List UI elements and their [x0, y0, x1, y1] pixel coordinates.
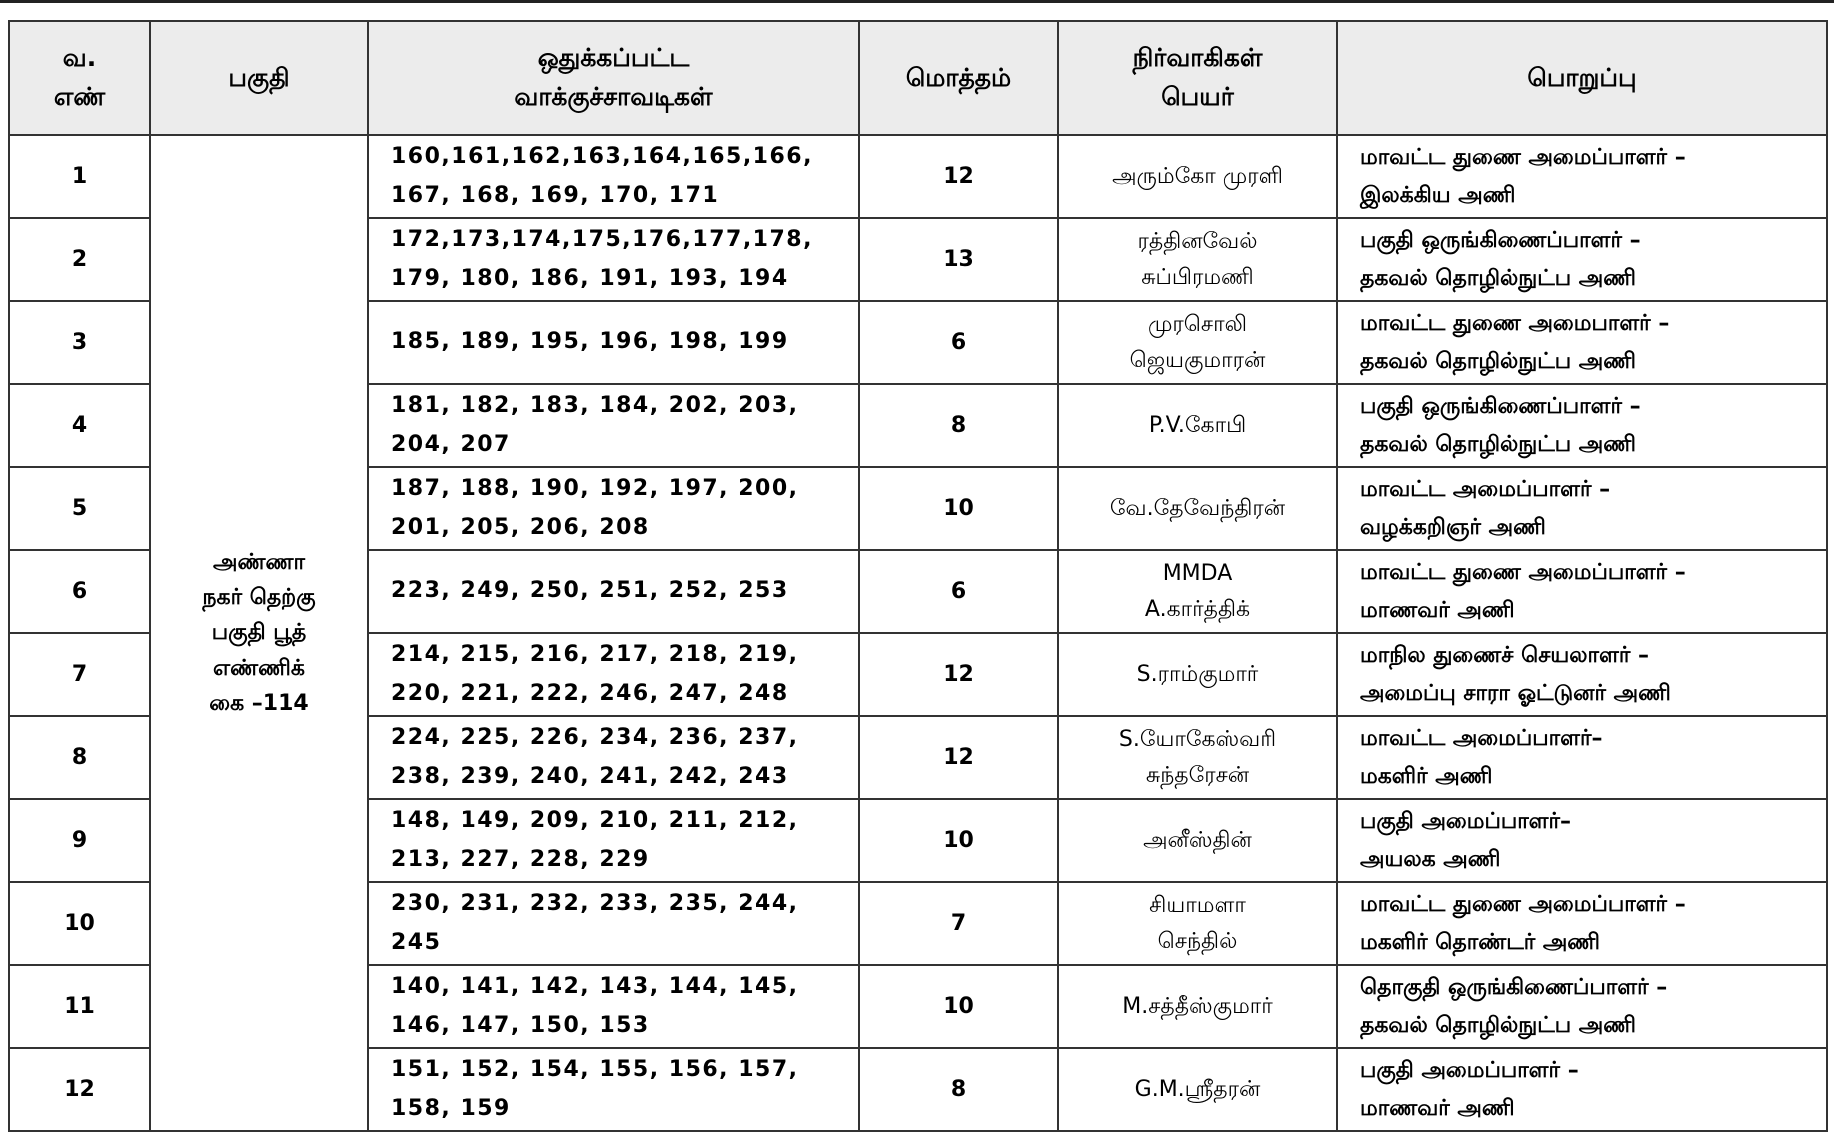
name-cell: [1058, 882, 1337, 965]
role-cell: [1337, 633, 1827, 716]
table-body: [9, 135, 1827, 1131]
serial-number: 5: [9, 467, 150, 550]
name-cell: [1058, 301, 1337, 384]
role-cell: [1337, 384, 1827, 467]
total-cell: 7: [859, 882, 1058, 965]
name-cell-line: MMDA: [1162, 561, 1233, 587]
role-cell-line: தகவல் தொழில்நுட்ப அணி: [1360, 1012, 1636, 1038]
serial-number: 4: [9, 384, 150, 467]
booths-cell: [368, 799, 859, 882]
booths-cell: [368, 633, 859, 716]
name-cell-line: சுப்பிரமணி: [1141, 264, 1254, 290]
name-cell: [1058, 716, 1337, 799]
role-cell-line: அமைப்பு சாரா ஓட்டுனர் அணி: [1360, 680, 1671, 706]
name-cell-line: A.கார்த்திக்: [1144, 596, 1251, 622]
total-cell: 6: [859, 550, 1058, 633]
role-cell-line: மகளிர் தொண்டர் அணி: [1360, 929, 1601, 955]
name-cell-line: அனீஸ்தின்: [1143, 827, 1252, 853]
booths-cell-line: 238, 239, 240, 241, 242, 243: [391, 763, 789, 789]
serial-number: 7: [9, 633, 150, 716]
booths-cell-line: 204, 207: [391, 431, 511, 457]
name-cell: [1058, 799, 1337, 882]
total-cell: 10: [859, 965, 1058, 1048]
booths-cell-line: 179, 180, 186, 191, 193, 194: [391, 265, 789, 291]
role-cell-line: தொகுதி ஒருங்கிணைப்பாளர் –: [1360, 975, 1668, 1001]
role-cell-line: பகுதி அமைப்பாளர்–: [1360, 809, 1572, 835]
total-cell: 8: [859, 1048, 1058, 1131]
booths-cell-line: 185, 189, 195, 196, 198, 199: [391, 329, 789, 355]
name-cell-line: ரத்தினவேல்: [1137, 229, 1258, 255]
booths-cell-line: 187, 188, 190, 192, 197, 200,: [391, 476, 799, 501]
role-cell-line: பகுதி ஒருங்கிணைப்பாளர் –: [1360, 394, 1641, 420]
total-cell: 12: [859, 135, 1058, 218]
name-cell-line: சுந்தரேசன்: [1145, 762, 1250, 788]
serial-number: 3: [9, 301, 150, 384]
booths-cell-line: 224, 225, 226, 234, 236, 237,: [391, 725, 799, 750]
name-cell-line: ஜெயகுமாரன்: [1129, 347, 1266, 373]
role-cell-line: இலக்கிய அணி: [1360, 182, 1516, 208]
booths-cell-line: 167, 168, 169, 170, 171: [391, 182, 720, 208]
role-cell-line: தகவல் தொழில்நுட்ப அணி: [1360, 431, 1636, 457]
role-cell: [1337, 135, 1827, 218]
booths-cell-line: 213, 227, 228, 229: [391, 846, 650, 872]
role-cell-line: மாணவர் அணி: [1360, 1095, 1515, 1121]
booths-cell-line: 245: [391, 929, 442, 955]
total-cell: 10: [859, 467, 1058, 550]
name-cell-line: அரும்கோ முரளி: [1112, 163, 1283, 189]
area-cell-line: கை –114: [209, 690, 309, 716]
booths-cell-line: 158, 159: [391, 1095, 511, 1121]
booths-cell-line: 181, 182, 183, 184, 202, 203,: [391, 393, 799, 418]
total-cell: 6: [859, 301, 1058, 384]
booths-cell: [368, 218, 859, 301]
role-cell: [1337, 301, 1827, 384]
role-cell-line: மாணவர் அணி: [1360, 597, 1515, 623]
booths-cell-line: 172,173,174,175,176,177,178,: [391, 227, 813, 252]
role-cell-line: மாநில துணைச் செயலாளர் –: [1360, 643, 1649, 669]
role-cell-line: வழக்கறிஞர் அணி: [1360, 514, 1546, 540]
name-cell-line: வே.தேவேந்திரன்: [1109, 495, 1286, 521]
booths-cell-line: 146, 147, 150, 153: [391, 1012, 650, 1038]
name-cell: [1058, 384, 1337, 467]
serial-number: 11: [9, 965, 150, 1048]
booths-cell: [368, 301, 859, 384]
name-cell-line: சியாமளா: [1149, 893, 1246, 919]
role-cell-line: தகவல் தொழில்நுட்ப அணி: [1360, 348, 1636, 374]
booths-cell: [368, 384, 859, 467]
table-header: [9, 21, 1827, 135]
header-row: [9, 21, 1827, 135]
booths-cell: [368, 965, 859, 1048]
role-cell-line: பகுதி ஒருங்கிணைப்பாளர் –: [1360, 228, 1641, 254]
header-role: பொறுப்பு: [1337, 21, 1827, 135]
header-total: மொத்தம்: [859, 21, 1058, 135]
top-rule: [0, 0, 1834, 3]
total-cell: 12: [859, 633, 1058, 716]
area-cell-line: நகர் தெற்கு: [202, 585, 316, 611]
serial-number: 12: [9, 1048, 150, 1131]
role-cell: [1337, 716, 1827, 799]
booths-cell: [368, 882, 859, 965]
table-row: [9, 135, 1827, 218]
total-cell: 12: [859, 716, 1058, 799]
name-cell: [1058, 467, 1337, 550]
serial-number: 6: [9, 550, 150, 633]
serial-number: 2: [9, 218, 150, 301]
booths-cell-line: 160,161,162,163,164,165,166,: [391, 144, 813, 169]
booths-cell: [368, 135, 859, 218]
role-cell-line: தகவல் தொழில்நுட்ப அணி: [1360, 265, 1636, 291]
name-cell: [1058, 135, 1337, 218]
area-cell-line: பகுதி பூத்: [211, 620, 307, 646]
area-cell: [150, 135, 368, 1131]
name-cell-line: G.M.ஶ்ரீதரன்: [1134, 1076, 1261, 1102]
name-cell-line: M.சத்தீஸ்குமார்: [1122, 993, 1273, 1019]
total-cell: 8: [859, 384, 1058, 467]
role-cell-line: மாவட்ட அமைப்பாளர் –: [1360, 477, 1611, 503]
role-cell-line: மாவட்ட துணை அமைப்பாளர் –: [1360, 145, 1686, 171]
serial-number: 8: [9, 716, 150, 799]
role-cell-line: மாவட்ட துணை அமைப்பாளர் –: [1360, 560, 1686, 586]
role-cell: [1337, 799, 1827, 882]
role-cell: [1337, 1048, 1827, 1131]
booths-cell-line: 140, 141, 142, 143, 144, 145,: [391, 974, 799, 999]
booths-cell-line: 230, 231, 232, 233, 235, 244,: [391, 891, 799, 916]
total-cell: 13: [859, 218, 1058, 301]
name-cell: [1058, 1048, 1337, 1131]
role-cell-line: அயலக அணி: [1360, 846, 1501, 872]
booths-cell: [368, 550, 859, 633]
header-name: நிர்வாகிகள் பெயர்: [1058, 21, 1337, 135]
header-booths: ஒதுக்கப்பட்ட வாக்குச்சாவடிகள்: [368, 21, 859, 135]
name-cell: [1058, 965, 1337, 1048]
name-cell: [1058, 550, 1337, 633]
booths-cell: [368, 1048, 859, 1131]
role-cell-line: பகுதி அமைப்பாளர் –: [1360, 1058, 1579, 1084]
role-cell: [1337, 965, 1827, 1048]
role-cell: [1337, 882, 1827, 965]
booth-allocation-table: [8, 20, 1828, 1132]
booths-cell-line: 220, 221, 222, 246, 247, 248: [391, 680, 789, 706]
area-cell-line: எண்ணிக்: [213, 655, 305, 681]
serial-number: 9: [9, 799, 150, 882]
booths-cell-line: 214, 215, 216, 217, 218, 219,: [391, 642, 799, 667]
booths-cell-line: 201, 205, 206, 208: [391, 514, 650, 540]
booths-cell-line: 151, 152, 154, 155, 156, 157,: [391, 1057, 799, 1082]
name-cell: [1058, 218, 1337, 301]
role-cell-line: மகளிர் அணி: [1360, 763, 1493, 789]
role-cell: [1337, 467, 1827, 550]
role-cell-line: மாவட்ட அமைப்பாளர்–: [1360, 726, 1603, 752]
total-cell: 10: [859, 799, 1058, 882]
name-cell: [1058, 633, 1337, 716]
name-cell-line: செந்தில்: [1157, 928, 1238, 954]
name-cell-line: S.யோகேஸ்வரி: [1118, 727, 1277, 753]
role-cell-line: மாவட்ட துணை அமைபாளர் –: [1360, 311, 1670, 337]
role-cell: [1337, 218, 1827, 301]
serial-number: 10: [9, 882, 150, 965]
booths-cell-line: 148, 149, 209, 210, 211, 212,: [391, 808, 799, 833]
serial-number: 1: [9, 135, 150, 218]
header-area: பகுதி: [150, 21, 368, 135]
name-cell-line: P.V.கோபி: [1148, 412, 1247, 438]
booths-cell: [368, 716, 859, 799]
header-sno: வ. எண்: [9, 21, 150, 135]
role-cell-line: மாவட்ட துணை அமைப்பாளர் –: [1360, 892, 1686, 918]
area-cell-line: அண்ணா: [213, 550, 305, 576]
name-cell-line: முரசொலி: [1148, 312, 1247, 338]
name-cell-line: S.ராம்குமார்: [1136, 661, 1259, 687]
booths-cell: [368, 467, 859, 550]
role-cell: [1337, 550, 1827, 633]
booths-cell-line: 223, 249, 250, 251, 252, 253: [391, 578, 789, 604]
